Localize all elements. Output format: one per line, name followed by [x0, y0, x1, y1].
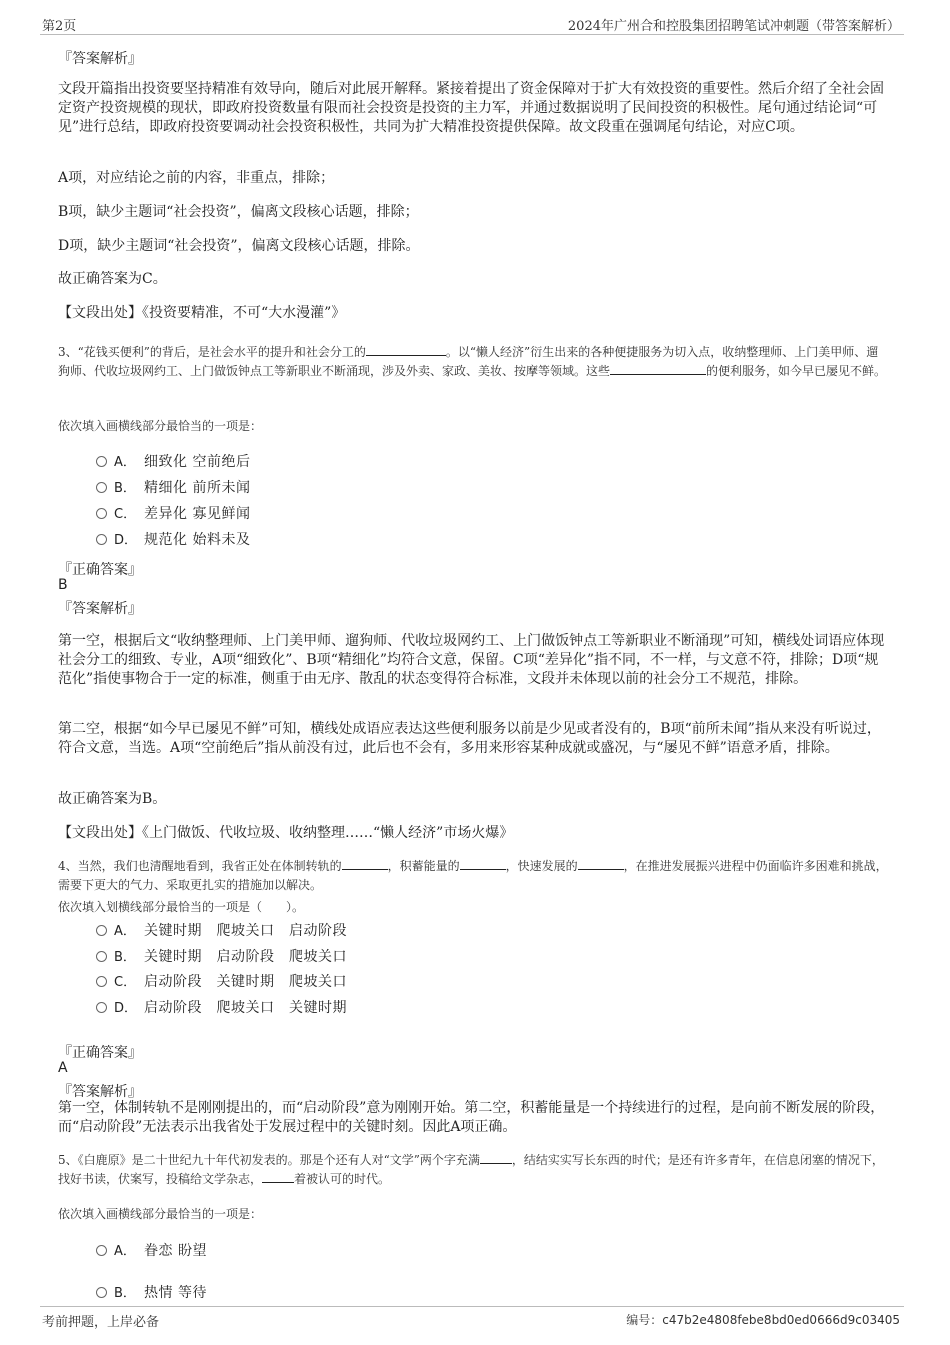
footer-slogan: 考前押题，上岸必备 [42, 1315, 160, 1330]
q5-instruction: 依次填入画横线部分最恰当的一项是： [58, 1207, 263, 1221]
radio-icon[interactable] [96, 951, 107, 962]
option-text: 关键时期 爬坡关口 启动阶段 [144, 923, 347, 939]
q5-option-a[interactable] [96, 1242, 207, 1261]
q2-option-a-note: A项，对应结论之前的内容，非重点，排除； [58, 170, 335, 186]
q4-stem-part-1: 4、当然，我们也清醒地看到，我省正处在体制转轨的 [58, 859, 342, 873]
q5-blank-2 [262, 1170, 294, 1183]
q5-stem-part-3: 着被认可的时代。 [294, 1172, 391, 1186]
q5-blank-1 [480, 1151, 512, 1164]
document-code-value: c47b2e4808febe8bd0ed0666d9c03405 [662, 1313, 900, 1327]
radio-icon[interactable] [96, 1287, 107, 1298]
option-letter: B． [114, 481, 136, 496]
q3-analysis-paragraph-1: 第一空，根据后文“收纳整理师、上门美甲师、遛狗师、代收垃圾网约工、上门做饭钟点工等新职业不断涌现”可知，横线处词语应体现社会分工的细致、专业，A项“细致化”、B项“精细化”均符合文意，保留。C项“差异化”指不同，不一样，与文意不符，排除；D项“规范化”指使事物合于一定的标准，侧重于由无序、散乱的状态变得符合标准，文段并未体现以前的社会分工不规范，排除。 [58, 633, 885, 687]
option-letter: C． [114, 975, 137, 990]
q3-instruction: 依次填入画横线部分最恰当的一项是： [58, 419, 263, 433]
q3-option-c[interactable] [96, 505, 250, 524]
q4-option-c[interactable] [96, 973, 347, 992]
q4-answer: A [58, 1060, 68, 1076]
page-number: 第2页 [42, 19, 77, 34]
q3-option-a[interactable] [96, 453, 250, 472]
q3-analysis-label: 『答案解析』 [58, 601, 142, 617]
radio-icon[interactable] [96, 534, 107, 545]
option-text: 规范化 始料未及 [144, 532, 251, 548]
q3-stem-part-1: 3、“花钱买便利”的背后，是社会水平的提升和社会分工的 [58, 345, 366, 359]
q4-stem [58, 857, 888, 895]
option-letter: B． [114, 1286, 136, 1301]
option-text: 关键时期 启动阶段 爬坡关口 [144, 949, 347, 965]
q3-source: 【文段出处】《上门做饭、代收垃圾、收纳整理……“懒人经济”市场火爆》 [58, 825, 514, 841]
option-text: 细致化 空前绝后 [144, 454, 251, 470]
q3-stem-part-3: 的便利服务，如今早已屡见不鲜。 [706, 364, 887, 378]
option-text: 眷恋 盼望 [144, 1243, 207, 1259]
q3-blank-1 [366, 343, 446, 356]
q3-option-d[interactable] [96, 531, 250, 550]
q4-analysis-paragraph: 第一空，体制转轨不是刚刚提出的，而“启动阶段”意为刚刚开始。第二空，积蓄能量是一个持续进行的过程，是向前不断发展的阶段，而“启动阶段”无法表示出我省处于发展过程中的关键时刻。因此A项正确。 [58, 1100, 885, 1135]
radio-icon[interactable] [96, 925, 107, 936]
q4-stem-part-2: ，积蓄能量的 [387, 859, 460, 873]
option-text: 启动阶段 爬坡关口 关键时期 [144, 1000, 347, 1016]
q4-blank-1 [342, 857, 388, 870]
q2-source: 【文段出处】《投资要精准，不可“大水漫灌”》 [58, 305, 346, 321]
option-letter: A． [114, 924, 136, 939]
q4-stem-part-4: ，在推进发展振兴进程中仍面临许多困难和挑战，需要下更大的气力、采取更扎实的措施加以解决。 [58, 859, 888, 892]
q4-answer-label: 『正确答案』 [58, 1045, 142, 1061]
q3-blank-2 [610, 362, 706, 375]
q4-blank-3 [578, 857, 624, 870]
option-text: 差异化 寡见鲜闻 [144, 506, 251, 522]
q3-stem-part-2: 。以“懒人经济”衍生出来的各种便捷服务为切入点，收纳整理师、上门美甲师、遛狗师、代收垃圾网约工、上门做饭钟点工等新职业不断涌现，涉及外卖、家政、美妆、按摩等领域。这些 [58, 345, 879, 378]
document-code [626, 1311, 900, 1328]
q4-option-a[interactable] [96, 922, 347, 941]
option-letter: D． [114, 533, 138, 548]
q4-option-b[interactable] [96, 948, 347, 967]
option-letter: C． [114, 507, 137, 522]
q2-conclusion: 故正确答案为C。 [58, 271, 167, 287]
option-text: 精细化 前所未闻 [144, 480, 251, 496]
document-title: 2024年广州合和控股集团招聘笔试冲刺题（带答案解析） [567, 19, 900, 34]
q3-answer-label: 『正确答案』 [58, 562, 142, 578]
radio-icon[interactable] [96, 456, 107, 467]
q2-analysis-paragraph: 文段开篇指出投资要坚持精准有效导向，随后对此展开解释。紧接着提出了资金保障对于扩大有效投资的重要性。然后介绍了全社会固定资产投资规模的现状，即政府投资数量有限而社会投资是投资的主力军，并通过数据说明了民间投资的积极性。尾句通过结论词“可见”进行总结，即政府投资要调动社会投资积极性，共同为扩大精准投资提供保障。故文段重在强调尾句结论，对应C项。 [58, 81, 884, 135]
page-header [40, 12, 904, 35]
option-letter: A． [114, 1244, 136, 1259]
document-code-label: 编号： [626, 1313, 663, 1327]
q3-analysis-paragraph-2: 第二空，根据“如今早已屡见不鲜”可知，横线处成语应表达这些便利服务以前是少见或者没有的，B项“前所未闻”指从来没有听说过，符合文意，当选。A项“空前绝后”指从前没有过，此后也不会有，多用来形容某种成就或盛况，与“屡见不鲜”语意矛盾，排除。 [58, 721, 881, 756]
q4-analysis-label: 『答案解析』 [58, 1084, 142, 1100]
option-letter: D． [114, 1001, 138, 1016]
q4-instruction: 依次填入划横线部分最恰当的一项是（ ）。 [58, 900, 305, 914]
q4-blank-2 [460, 857, 506, 870]
q3-option-b[interactable] [96, 479, 250, 498]
q4-stem-part-3: ，快速发展的 [505, 859, 578, 873]
radio-icon[interactable] [96, 508, 107, 519]
q2-analysis-label: 『答案解析』 [58, 51, 142, 67]
option-text: 启动阶段 关键时期 爬坡关口 [144, 974, 347, 990]
radio-icon[interactable] [96, 1245, 107, 1256]
radio-icon[interactable] [96, 1002, 107, 1013]
q5-stem-part-2: ，结结实实写长东西的时代；是还有许多青年，在信息闭塞的情况下，找好书读，伏案写，投稿给文学杂志， [58, 1153, 884, 1186]
q4-option-d[interactable] [96, 999, 347, 1018]
q3-conclusion: 故正确答案为B。 [58, 791, 167, 807]
q5-stem [58, 1151, 888, 1189]
page-footer [40, 1306, 904, 1329]
q3-stem [58, 343, 888, 381]
option-letter: A． [114, 455, 136, 470]
option-text: 热情 等待 [144, 1285, 207, 1301]
q3-answer: B [58, 577, 68, 593]
radio-icon[interactable] [96, 482, 107, 493]
radio-icon[interactable] [96, 976, 107, 987]
q2-option-b-note: B项，缺少主题词“社会投资”，偏离文段核心话题，排除； [58, 204, 419, 220]
q5-option-b[interactable] [96, 1284, 207, 1303]
q5-stem-part-1: 5、《白鹿原》是二十世纪九十年代初发表的。那是个还有人对“文学”两个字充满 [58, 1153, 480, 1167]
option-letter: B． [114, 950, 136, 965]
q2-option-d-note: D项，缺少主题词“社会投资”，偏离文段核心话题，排除。 [58, 238, 420, 254]
